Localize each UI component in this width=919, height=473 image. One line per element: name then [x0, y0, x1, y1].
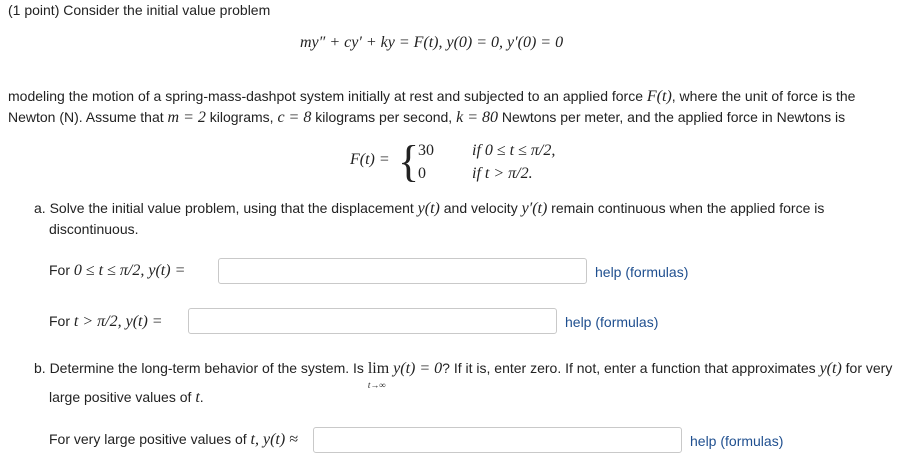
limit-subscript: t→∞ [367, 380, 386, 390]
piecewise-lhs: F(t) = [350, 151, 390, 168]
displacement-symbol: y(t) [819, 360, 842, 377]
part-a-text: remain continuous when the applied force is [547, 200, 825, 216]
mass-value: m = 2 [167, 109, 206, 126]
limit-operator: lim [367, 360, 390, 377]
answer-1-label [49, 262, 185, 280]
answer-3-label [49, 431, 298, 449]
part-a-text: and velocity [439, 200, 522, 216]
velocity-symbol: y′(t) [521, 200, 548, 217]
intro-text: Newtons per meter, and the applied force in Newtons is [498, 109, 846, 125]
intro-text: modeling the motion of a spring-mass-dashpot system initially at rest and subjected to an applied force [8, 88, 647, 104]
time-symbol: t [195, 389, 200, 406]
displacement-symbol: y(t) [417, 200, 440, 217]
answer-2-input[interactable] [188, 308, 557, 334]
piecewise-case2-value: 0 [418, 165, 426, 182]
answer-2-label [49, 313, 163, 331]
ivp-equation: my″ + cy′ + ky = F(t), y(0) = 0, y′(0) = 0 [300, 34, 564, 51]
damping-value: c = 8 [277, 109, 312, 126]
intro-line-2 [8, 107, 845, 128]
piecewise-case1-condition: if 0 ≤ t ≤ π/2, [472, 142, 556, 159]
spring-constant-value: k = 80 [456, 109, 498, 126]
intro-text: kilograms, [205, 109, 278, 125]
intro-text: Newton (N). Assume that [8, 109, 168, 125]
intro-text: , where the unit of force is the [671, 88, 856, 104]
force-symbol: F(t) [646, 88, 672, 105]
part-b-line-1 [34, 358, 893, 390]
piecewise-case2-condition: if t > π/2. [472, 165, 533, 182]
part-a-line-1 [34, 198, 824, 219]
answer-3-input[interactable] [313, 427, 682, 453]
part-b-line-2 [49, 387, 204, 408]
answer-1-label-math: 0 ≤ t ≤ π/2, y(t) = [73, 262, 186, 279]
piecewise-case1-value: 30 [418, 142, 434, 159]
part-a-line-2: discontinuous. [49, 221, 139, 237]
help-formulas-link-1[interactable]: help (formulas) [595, 264, 689, 280]
answer-2-label-math: t > π/2, y(t) = [73, 313, 163, 330]
answer-1-input[interactable] [218, 258, 587, 284]
intro-line-1 [8, 86, 855, 107]
part-b-text: for very [841, 360, 893, 376]
limit-expression [367, 358, 390, 390]
part-b-text: ? If it is, enter zero. If not, enter a function that approximates [442, 360, 820, 376]
part-b-text: . [199, 389, 204, 405]
answer-3-label-text: For very large positive values of [49, 431, 251, 447]
limit-body: y(t) = 0 [389, 360, 443, 377]
intro-text: kilograms per second, [311, 109, 457, 125]
answer-1-label-text: For [49, 262, 74, 278]
help-formulas-link-3[interactable]: help (formulas) [690, 433, 784, 449]
problem-header: (1 point) Consider the initial value problem [8, 2, 271, 18]
piecewise-brace: { [398, 137, 420, 186]
help-formulas-link-2[interactable]: help (formulas) [565, 314, 659, 330]
part-b-text: large positive values of [49, 389, 196, 405]
part-b-text: b. Determine the long-term behavior of the system. Is [34, 360, 368, 376]
part-a-text: a. Solve the initial value problem, using that the displacement [34, 200, 418, 216]
answer-2-label-text: For [49, 313, 74, 329]
answer-3-label-math: t, y(t) ≈ [250, 431, 298, 448]
